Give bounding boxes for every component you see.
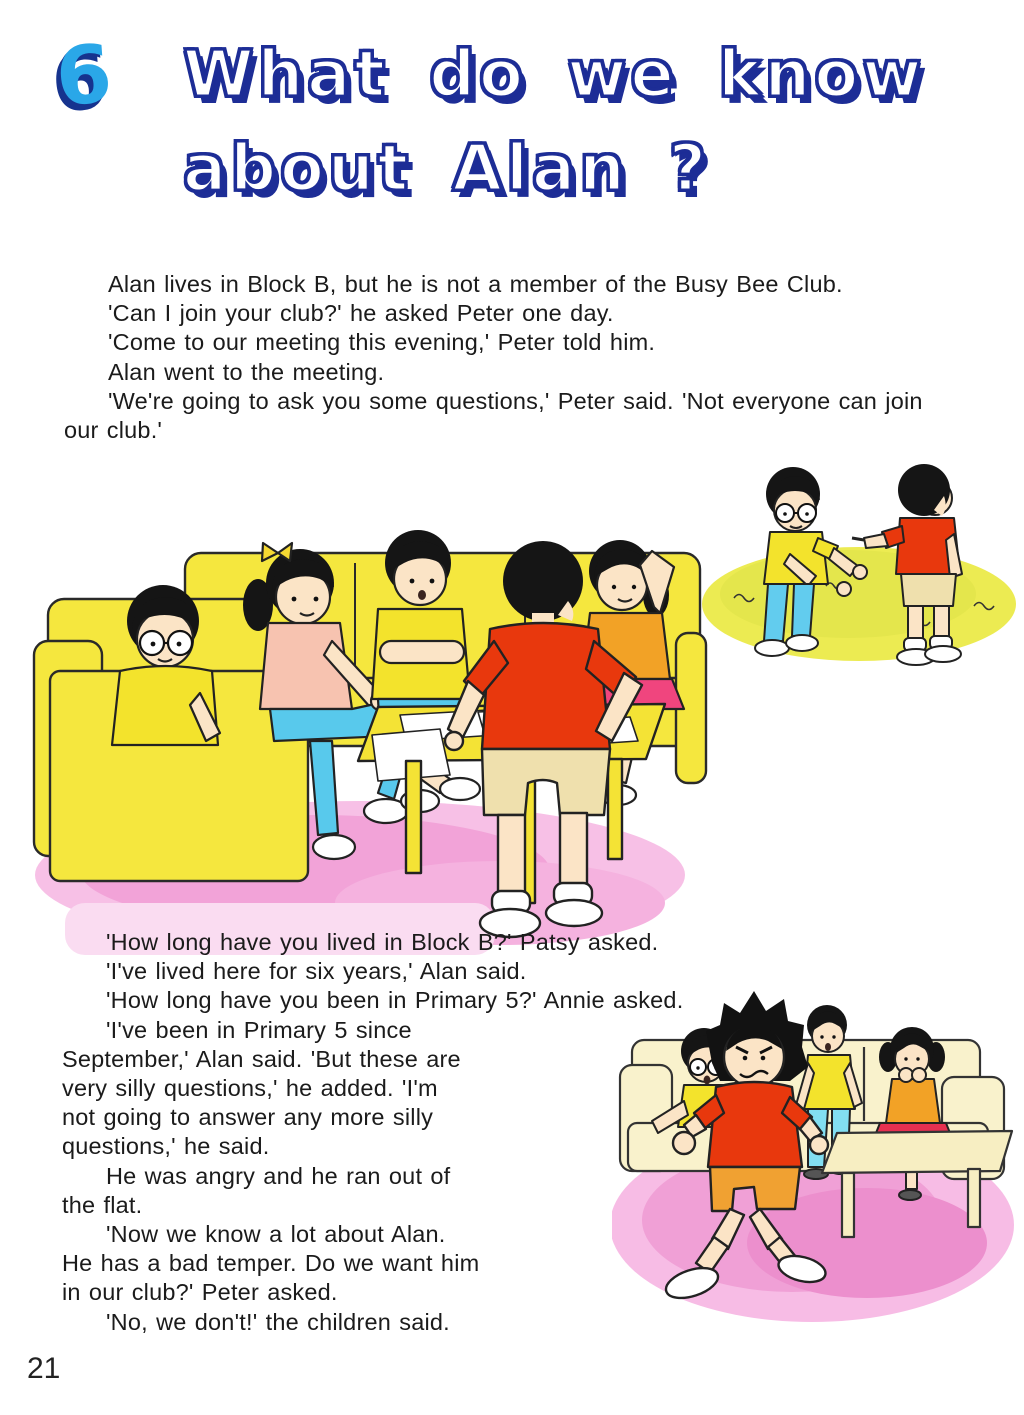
story-line: Alan went to the meeting. bbox=[108, 358, 385, 385]
title-line-1: What do we know bbox=[183, 38, 926, 112]
story-line: 'Can I join your club?' he asked Peter one day. bbox=[108, 300, 614, 327]
story-line: very silly questions,' he added. 'I'm bbox=[62, 1075, 438, 1102]
story-paragraph-1 bbox=[64, 270, 1004, 445]
title-line-2: about Alan ? bbox=[183, 132, 711, 206]
story-line: Alan lives in Block B, but he is not a member of the Busy Bee Club. bbox=[108, 271, 843, 297]
unit-number: 6 bbox=[52, 27, 115, 124]
story-line: the flat. bbox=[62, 1191, 143, 1218]
story-line: 'I've lived here for six years,' Alan said. bbox=[106, 958, 527, 985]
illustration-meeting-scene bbox=[20, 483, 710, 961]
illustration-two-boys-talking bbox=[698, 436, 1020, 666]
page-title bbox=[183, 28, 1023, 216]
story-line: He was angry and he ran out of bbox=[106, 1162, 451, 1189]
story-line: 'How long have you been in Primary 5?' Annie asked. bbox=[106, 987, 684, 1014]
story-line: 'Come to our meeting this evening,' Peter told him. bbox=[108, 329, 656, 356]
story-line: 'No, we don't!' the children said. bbox=[106, 1308, 450, 1335]
story-line: September,' Alan said. 'But these are bbox=[62, 1045, 461, 1072]
story-line: He has a bad temper. Do we want him bbox=[62, 1250, 480, 1277]
story-line: 'Now we know a lot about Alan. bbox=[106, 1221, 446, 1248]
story-line: 'How long have you lived in Block B?' Patsy asked. bbox=[106, 929, 659, 955]
story-line: our club.' bbox=[64, 417, 163, 444]
story-line: questions,' he said. bbox=[62, 1133, 270, 1160]
story-line: in our club?' Peter asked. bbox=[62, 1279, 338, 1306]
story-line: 'We're going to ask you some questions,' Peter said. 'Not everyone can join bbox=[108, 387, 923, 414]
story-paragraph-2 bbox=[62, 928, 1002, 1337]
story-line: 'I've been in Primary 5 since bbox=[106, 1016, 412, 1043]
story-line: not going to answer any more silly bbox=[62, 1104, 434, 1131]
page-number: 21 bbox=[27, 1352, 61, 1385]
